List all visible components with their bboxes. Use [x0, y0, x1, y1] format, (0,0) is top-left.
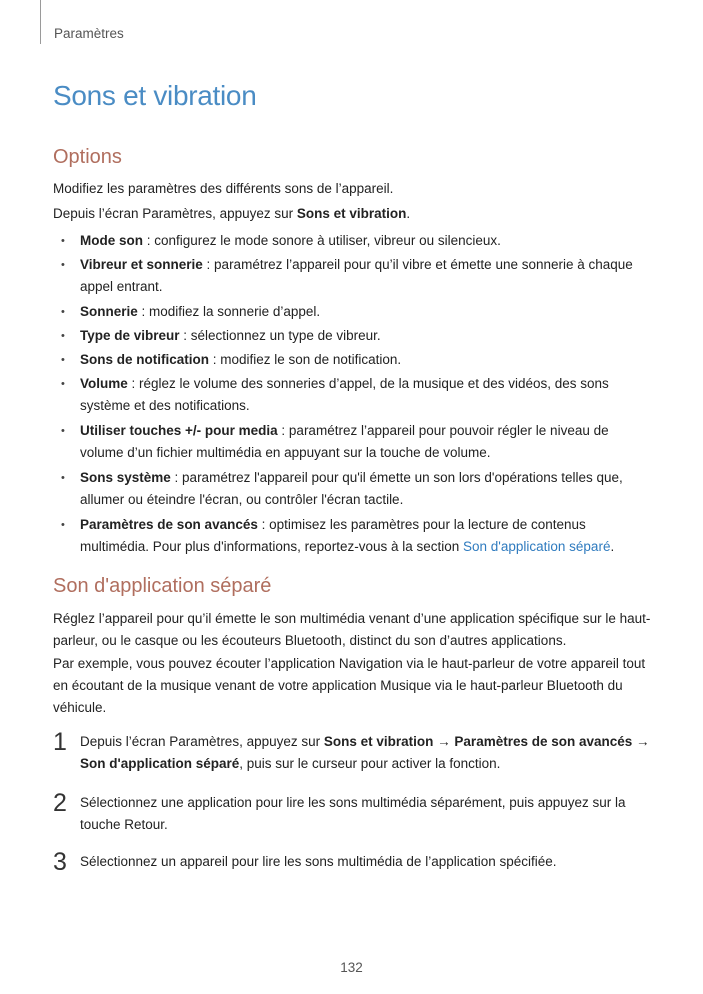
item-after: . — [610, 539, 615, 554]
list-item — [53, 254, 653, 298]
item-desc: : paramétrez l’appareil pour qu’il vibre et émette une sonnerie à chaque appel entrant. — [80, 257, 633, 294]
list-item — [53, 420, 653, 464]
item-term: Vibreur et sonnerie — [80, 257, 203, 272]
header-rule — [40, 0, 41, 44]
step-bold: Son d'application séparé — [80, 756, 240, 771]
list-item — [53, 514, 653, 558]
options-list — [53, 230, 653, 560]
arrow: → — [632, 734, 650, 749]
step-bold: Sons et vibration — [323, 734, 434, 749]
item-desc: : configurez le mode sonore à utiliser, vibreur ou silencieux. — [143, 233, 501, 248]
item-desc: : réglez le volume des sonneries d’appel, de la musique et des vidéos, des sons système et des notifications. — [80, 376, 609, 413]
breadcrumb: Paramètres — [54, 26, 124, 41]
options-path-prefix: Depuis l’écran Paramètres, appuyez sur — [53, 206, 297, 221]
item-desc: : paramétrez l'appareil pour qu'il émette un son lors d'opérations telles que, allumer ou éteindre l'écran, ou contrôler l'écran tactile. — [80, 470, 623, 507]
list-item — [53, 325, 653, 347]
item-term: Paramètres de son avancés — [80, 517, 258, 532]
options-path-bold: Sons et vibration — [296, 206, 407, 221]
item-term: Mode son — [80, 233, 143, 248]
list-item — [53, 373, 653, 417]
arrow: → — [433, 734, 455, 749]
item-desc: : sélectionnez un type de vibreur. — [179, 328, 381, 343]
step-2 — [53, 789, 653, 836]
options-intro: Modifiez les paramètres des différents sons de l’appareil. — [53, 181, 394, 196]
item-desc: : paramétrez l’appareil pour pouvoir régler le niveau de volume d’un fichier multimédia en appuyant sur la touche de volume. — [80, 423, 609, 460]
step-number: 1 — [53, 728, 67, 756]
page-number: 132 — [340, 960, 363, 975]
step-text: Sélectionnez une application pour lire les sons multimédia séparément, puis appuyez sur la touche Retour. — [80, 795, 626, 832]
list-item — [53, 467, 653, 511]
options-heading: Options — [53, 146, 122, 168]
item-term: Volume — [80, 376, 128, 391]
step-number: 2 — [53, 789, 67, 817]
step-3 — [53, 848, 653, 876]
separate-p1: Réglez l’appareil pour qu’il émette le son multimédia venant d’une application spécifique sur le haut-parleur, ou le casque ou les écouteurs Bluetooth, distinct du son d’autres applications. — [53, 611, 651, 648]
page-title: Sons et vibration — [53, 80, 257, 111]
list-item — [53, 301, 653, 323]
separate-sound-link[interactable]: Son d'application séparé — [463, 539, 611, 554]
step-1 — [53, 728, 653, 775]
item-desc: : modifiez la sonnerie d’appel. — [137, 304, 321, 319]
step-text: Sélectionnez un appareil pour lire les sons multimédia de l’application spécifiée. — [80, 854, 557, 869]
item-term: Type de vibreur — [80, 328, 180, 343]
item-term: Sonnerie — [80, 304, 138, 319]
item-term: Sons de notification — [80, 352, 210, 367]
step-text-part: Depuis l’écran Paramètres, appuyez sur — [80, 734, 324, 749]
separate-heading: Son d'application séparé — [53, 575, 272, 597]
step-bold: Paramètres de son avancés — [454, 734, 633, 749]
step-text-part: , puis sur le curseur pour activer la fonction. — [239, 756, 501, 771]
item-term: Sons système — [80, 470, 171, 485]
step-text — [80, 731, 653, 775]
item-desc: : optimisez les paramètres pour la lecture de contenus multimédia. Pour plus d'informations, reportez-vous à la section — [80, 517, 586, 554]
list-item — [53, 349, 653, 371]
options-path — [53, 203, 653, 225]
item-desc: : modifiez le son de notification. — [209, 352, 402, 367]
list-item — [53, 230, 653, 252]
step-number: 3 — [53, 848, 67, 876]
separate-p2: Par exemple, vous pouvez écouter l’application Navigation via le haut-parleur de votre appareil tout en écoutant de la musique venant de votre application Musique via le haut-parleur Bluetooth du véhicule. — [53, 656, 646, 715]
options-path-suffix: . — [406, 206, 411, 221]
item-term: Utiliser touches +/- pour media — [80, 423, 278, 438]
